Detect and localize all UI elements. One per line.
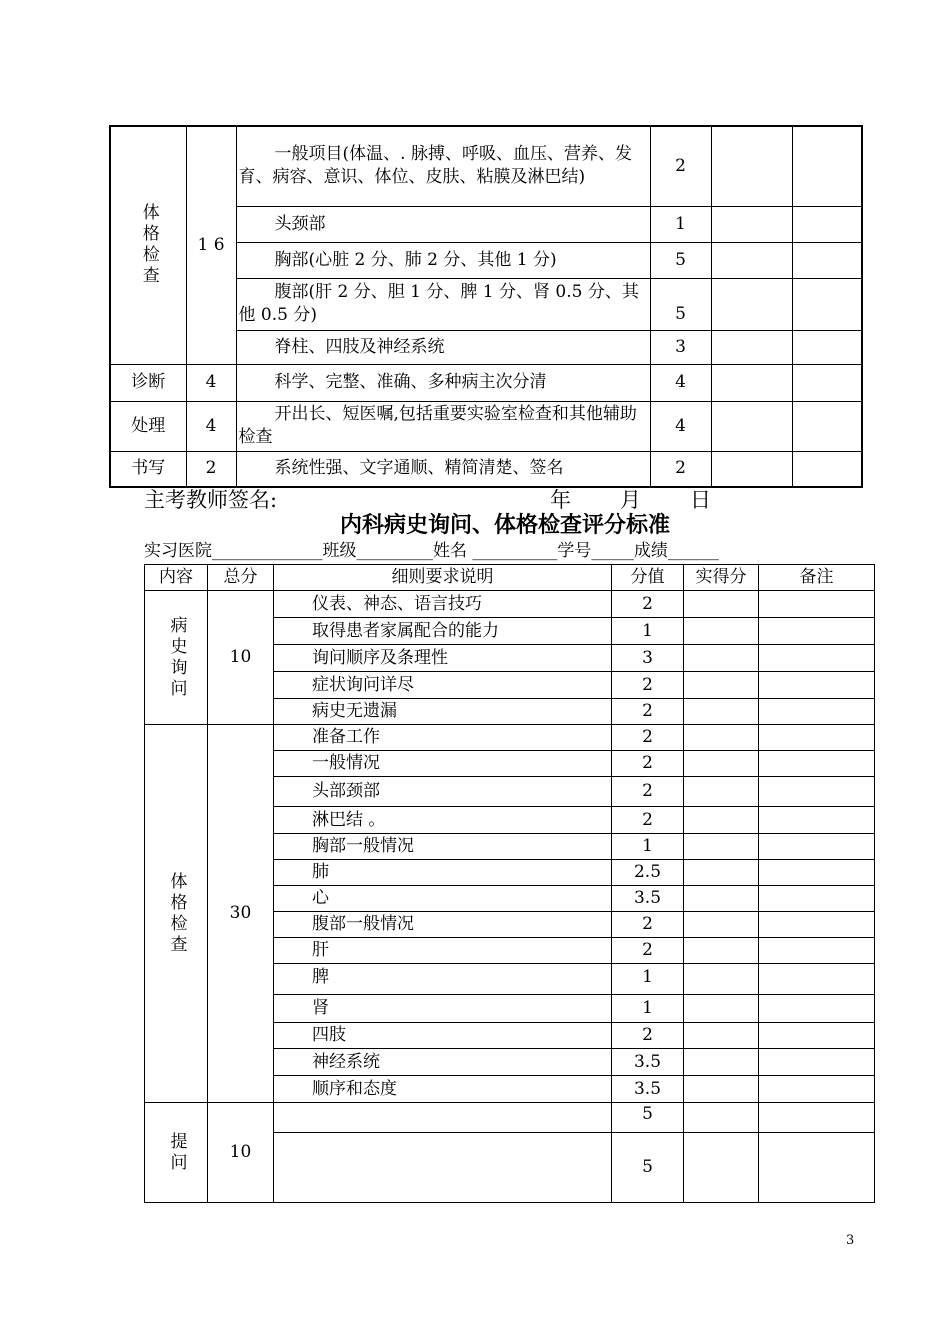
- item-description: 肝: [274, 938, 612, 964]
- date-month-label: 月: [620, 488, 641, 512]
- actual-score-cell[interactable]: [684, 964, 759, 995]
- item-points: 5: [650, 242, 711, 278]
- remark-cell[interactable]: [759, 1023, 875, 1049]
- remark-cell[interactable]: [759, 1076, 875, 1103]
- actual-score-cell[interactable]: [684, 938, 759, 964]
- item-points: 2: [650, 126, 711, 206]
- item-points: 2: [612, 591, 684, 618]
- item-points: 2: [612, 938, 684, 964]
- remark-cell[interactable]: [759, 1133, 875, 1203]
- item-description: 胸部一般情况: [274, 834, 612, 860]
- item-points: 1: [612, 995, 684, 1023]
- student-info-line[interactable]: 实习医院_____________班级_________姓名 __________学号_____成绩______: [144, 541, 719, 561]
- item-description: 病史无遗漏: [274, 699, 612, 725]
- item-description: 取得患者家属配合的能力: [274, 618, 612, 645]
- remark-cell[interactable]: [792, 364, 862, 401]
- category-history: 病史询问: [145, 591, 208, 725]
- header-details: 细则要求说明: [274, 565, 612, 591]
- category-physical-exam: 体格检查: [110, 126, 186, 364]
- actual-score-cell[interactable]: [684, 1049, 759, 1076]
- total-score: 30: [208, 725, 274, 1103]
- item-points: 5: [612, 1103, 684, 1133]
- item-description: 系统性强、文字通顺、精简清楚、签名: [236, 451, 650, 487]
- item-points: 4: [650, 364, 711, 401]
- item-points: 2: [612, 807, 684, 834]
- actual-score-cell[interactable]: [711, 278, 792, 330]
- remark-cell[interactable]: [792, 206, 862, 242]
- actual-score-cell[interactable]: [684, 725, 759, 751]
- item-description: 一般项目(体温、. 脉搏、呼吸、血压、营养、发育、病容、意识、体位、皮肤、粘膜及淋巴结): [236, 126, 650, 206]
- remark-cell[interactable]: [792, 451, 862, 487]
- actual-score-cell[interactable]: [684, 618, 759, 645]
- item-description: 淋巴结 。: [274, 807, 612, 834]
- actual-score-cell[interactable]: [684, 591, 759, 618]
- header-total: 总分: [208, 565, 274, 591]
- remark-cell[interactable]: [759, 777, 875, 807]
- item-points: 5: [650, 278, 711, 330]
- item-points: 2.5: [612, 860, 684, 886]
- item-description: 四肢: [274, 1023, 612, 1049]
- actual-score-cell[interactable]: [711, 206, 792, 242]
- item-description: 头部颈部: [274, 777, 612, 807]
- actual-score-cell[interactable]: [684, 645, 759, 672]
- remark-cell[interactable]: [759, 964, 875, 995]
- date-day-label: 日: [690, 488, 711, 512]
- page-title: 内科病史询问、体格检查评分标准: [339, 513, 670, 538]
- remark-cell[interactable]: [759, 807, 875, 834]
- header-content: 内容: [145, 565, 208, 591]
- item-points: 3.5: [612, 886, 684, 912]
- actual-score-cell[interactable]: [684, 1133, 759, 1203]
- scoring-table-continued: [109, 125, 863, 488]
- item-description: [274, 1103, 612, 1133]
- remark-cell[interactable]: [792, 242, 862, 278]
- item-points: 1: [612, 964, 684, 995]
- total-score: 1 6: [186, 126, 236, 364]
- item-description: 一般情况: [274, 751, 612, 777]
- item-description: [274, 1133, 612, 1203]
- total-score: 4: [186, 364, 236, 401]
- category-treatment: 处理: [110, 401, 186, 451]
- actual-score-cell[interactable]: [711, 401, 792, 451]
- total-score: 4: [186, 401, 236, 451]
- item-points: 1: [650, 206, 711, 242]
- item-points: 2: [612, 699, 684, 725]
- actual-score-cell[interactable]: [684, 995, 759, 1023]
- actual-score-cell[interactable]: [684, 886, 759, 912]
- actual-score-cell[interactable]: [684, 834, 759, 860]
- item-description: 肾: [274, 995, 612, 1023]
- examiner-signature-label: 主考教师签名:: [144, 488, 278, 512]
- item-points: 3: [650, 330, 711, 364]
- scoring-table: [144, 564, 875, 1203]
- item-description: 仪表、神态、语言技巧: [274, 591, 612, 618]
- actual-score-cell[interactable]: [684, 1076, 759, 1103]
- actual-score-cell[interactable]: [684, 912, 759, 938]
- item-points: 2: [612, 725, 684, 751]
- remark-cell[interactable]: [792, 401, 862, 451]
- actual-score-cell[interactable]: [711, 330, 792, 364]
- item-points: 2: [612, 777, 684, 807]
- header-remarks: 备注: [759, 565, 875, 591]
- actual-score-cell[interactable]: [684, 751, 759, 777]
- actual-score-cell[interactable]: [684, 1103, 759, 1133]
- item-description: 头颈部: [236, 206, 650, 242]
- remark-cell[interactable]: [759, 938, 875, 964]
- total-score: 10: [208, 591, 274, 725]
- item-description: 准备工作: [274, 725, 612, 751]
- item-points: 3.5: [612, 1076, 684, 1103]
- item-points: 2: [612, 751, 684, 777]
- remark-cell[interactable]: [759, 618, 875, 645]
- item-description: 开出长、短医嘱,包括重要实验室检查和其他辅助检查: [236, 401, 650, 451]
- category-diagnosis: 诊断: [110, 364, 186, 401]
- item-points: 4: [650, 401, 711, 451]
- item-description: 腹部(肝 2 分、胆 1 分、脾 1 分、肾 0.5 分、其他 0.5 分): [236, 278, 650, 330]
- item-description: 脊柱、四肢及神经系统: [236, 330, 650, 364]
- actual-score-cell[interactable]: [684, 807, 759, 834]
- item-description: 神经系统: [274, 1049, 612, 1076]
- item-description: 胸部(心脏 2 分、肺 2 分、其他 1 分): [236, 242, 650, 278]
- item-points: 1: [612, 618, 684, 645]
- actual-score-cell[interactable]: [684, 860, 759, 886]
- item-description: 顺序和态度: [274, 1076, 612, 1103]
- remark-cell[interactable]: [759, 912, 875, 938]
- item-points: 1: [612, 834, 684, 860]
- item-description: 脾: [274, 964, 612, 995]
- remark-cell[interactable]: [759, 672, 875, 699]
- remark-cell[interactable]: [759, 1049, 875, 1076]
- item-points: 3.5: [612, 1049, 684, 1076]
- actual-score-cell[interactable]: [711, 364, 792, 401]
- remark-cell[interactable]: [759, 699, 875, 725]
- item-description: 心: [274, 886, 612, 912]
- total-score: 2: [186, 451, 236, 487]
- item-points: 5: [612, 1133, 684, 1203]
- date-year-label: 年: [550, 488, 571, 512]
- item-points: 2: [612, 912, 684, 938]
- item-description: 症状询问详尽: [274, 672, 612, 699]
- actual-score-cell[interactable]: [684, 777, 759, 807]
- actual-score-cell[interactable]: [711, 451, 792, 487]
- category-questions: 提问: [145, 1103, 208, 1203]
- remark-cell[interactable]: [759, 834, 875, 860]
- header-actual-score: 实得分: [684, 565, 759, 591]
- actual-score-cell[interactable]: [684, 699, 759, 725]
- remark-cell[interactable]: [792, 278, 862, 330]
- item-description: 科学、完整、准确、多种病主次分清: [236, 364, 650, 401]
- item-description: 腹部一般情况: [274, 912, 612, 938]
- item-points: 2: [650, 451, 711, 487]
- item-points: 2: [612, 1023, 684, 1049]
- actual-score-cell[interactable]: [684, 672, 759, 699]
- remark-cell[interactable]: [759, 645, 875, 672]
- remark-cell[interactable]: [759, 1103, 875, 1133]
- actual-score-cell[interactable]: [711, 126, 792, 206]
- page-number: 3: [846, 1233, 855, 1248]
- remark-cell[interactable]: [792, 126, 862, 206]
- total-score: 10: [208, 1103, 274, 1203]
- remark-cell[interactable]: [759, 995, 875, 1023]
- category-writing: 书写: [110, 451, 186, 487]
- remark-cell[interactable]: [759, 886, 875, 912]
- remark-cell[interactable]: [759, 591, 875, 618]
- item-description: 肺: [274, 860, 612, 886]
- item-points: 2: [612, 672, 684, 699]
- actual-score-cell[interactable]: [711, 242, 792, 278]
- remark-cell[interactable]: [759, 751, 875, 777]
- item-description: 询问顺序及条理性: [274, 645, 612, 672]
- item-points: 3: [612, 645, 684, 672]
- remark-cell[interactable]: [792, 330, 862, 364]
- category-physical-exam: 体格检查: [145, 725, 208, 1103]
- header-points: 分值: [612, 565, 684, 591]
- remark-cell[interactable]: [759, 725, 875, 751]
- actual-score-cell[interactable]: [684, 1023, 759, 1049]
- remark-cell[interactable]: [759, 860, 875, 886]
